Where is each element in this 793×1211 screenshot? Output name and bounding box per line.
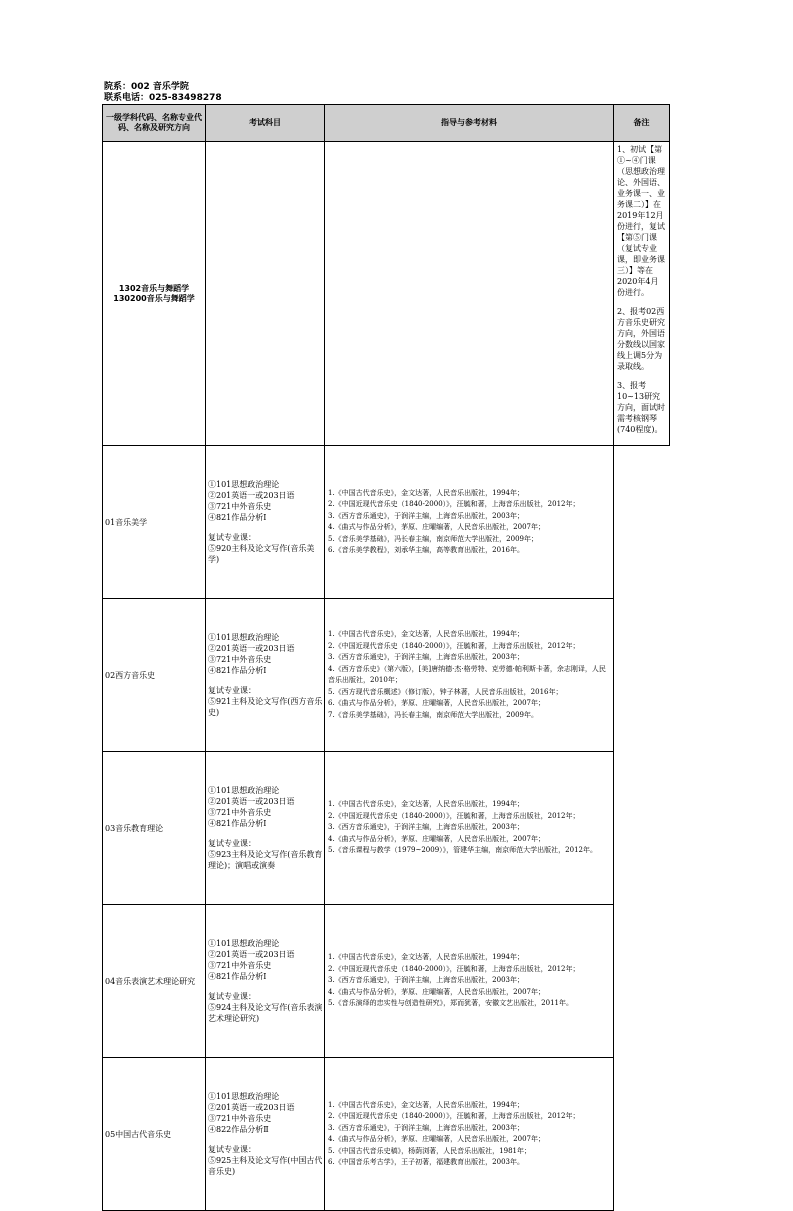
reference-item: 1.《中国古代音乐史》，金文达著，人民音乐出版社，1994年； — [328, 488, 524, 497]
reference-item: 4.《西方音乐史》（第六版），[美]唐纳德·杰·格劳特、克劳德·帕利斯卡著，余志刚译，人民音乐出版社，2010年； — [328, 664, 606, 684]
document-header — [104, 82, 222, 104]
empty-cell — [325, 142, 614, 446]
retest-subject: ⑤924主科及论文写作(音乐表演艺术理论研究) — [208, 1003, 323, 1023]
spacer — [208, 982, 324, 991]
exam-subject: ①101思想政治理论 — [208, 480, 280, 489]
discipline-cell — [103, 142, 206, 446]
exam-subject: ③721中外音乐史 — [208, 655, 272, 664]
exam-subject: ②201英语一或203日语 — [208, 491, 295, 500]
spacer — [208, 829, 324, 838]
reference-materials — [325, 752, 614, 905]
retest-subject: ⑤921主科及论文写作(西方音乐史) — [208, 697, 323, 717]
exam-subject: ②201英语一或203日语 — [208, 1103, 295, 1112]
empty-cell — [206, 142, 325, 446]
reference-item: 6.《曲式与作品分析》，茅原、庄曜编著，人民音乐出版社，2007年； — [328, 699, 545, 707]
reference-item: 2.《中国近现代音乐史（1840-2000）》，汪毓和著，上海音乐出版社，2012年； — [328, 641, 580, 650]
exam-subject: ②201英语一或203日语 — [208, 950, 295, 959]
department-label: 院系：002 音乐学院 — [104, 82, 189, 92]
exam-subject: ③721中外音乐史 — [208, 502, 272, 511]
table-row — [103, 752, 670, 905]
reference-materials — [325, 905, 614, 1058]
discipline-row — [103, 142, 670, 446]
reference-item: 2.《中国近现代音乐史（1840-2000）》，汪毓和著，上海音乐出版社，2012年； — [328, 500, 580, 508]
notes-cell — [614, 142, 670, 446]
reference-item: 7.《音乐美学基础》，冯长春主编，南京师范大学出版社，2009年。 — [328, 710, 538, 719]
reference-item: 5.《西方现代音乐概述》（修订版），钟子林著，人民音乐出版社，2016年； — [328, 687, 563, 696]
exam-subject: ①101思想政治理论 — [208, 786, 280, 795]
reference-item: 3.《西方音乐通史》，于润洋主编，上海音乐出版社，2003年； — [328, 1123, 524, 1132]
spacer — [208, 676, 324, 685]
retest-subject: ⑤925主科及论文写作(中国古代音乐史) — [208, 1156, 323, 1176]
phone-label: 联系电话：025-83498278 — [104, 93, 222, 103]
research-direction: 01音乐美学 — [103, 446, 206, 599]
exam-subject: ④821作品分析Ⅰ — [208, 666, 267, 675]
exam-subject: ④821作品分析Ⅰ — [208, 972, 267, 981]
exam-subjects — [206, 599, 325, 752]
header-subjects: 考试科目 — [206, 105, 325, 142]
reference-item: 3.《西方音乐通史》，于润洋主编，上海音乐出版社，2003年； — [328, 653, 524, 661]
reference-item: 3.《西方音乐通史》，于润洋主编，上海音乐出版社，2003年； — [328, 511, 524, 520]
retest-label: 复试专业课： — [208, 839, 256, 848]
exam-subject: ③721中外音乐史 — [208, 808, 272, 817]
exam-subjects — [206, 752, 325, 905]
exam-subject: ④821作品分析Ⅰ — [208, 819, 267, 828]
retest-subject: ⑤923主科及论文写作(音乐教育理论)；演唱或演奏 — [208, 850, 323, 870]
exam-subject: ④822作品分析Ⅱ — [208, 1125, 269, 1134]
exam-subject: ③721中外音乐史 — [208, 1114, 272, 1123]
retest-label: 复试专业课： — [208, 686, 256, 695]
header-notes: 备注 — [614, 105, 670, 142]
reference-materials — [325, 1058, 614, 1211]
header-direction: 一级学科代码、名称专业代码、名称及研究方向 — [103, 105, 206, 142]
retest-label: 复试专业课： — [208, 992, 256, 1001]
reference-item: 5.《音乐演绎的忠实性与创造性研究》，郑而犹著，安徽文艺出版社，2011年。 — [328, 999, 573, 1008]
note-item: 3、报考10~13研究方向，面试时需考核钢琴(740程度)。 — [617, 381, 665, 434]
research-direction: 04音乐表演艺术理论研究 — [103, 905, 206, 1058]
reference-materials — [325, 599, 614, 752]
table-row — [103, 599, 670, 752]
exam-subject: ④821作品分析Ⅰ — [208, 513, 267, 522]
exam-subjects — [206, 1058, 325, 1211]
reference-item: 4.《曲式与作品分析》，茅原、庄曜编著，人民音乐出版社，2007年； — [328, 523, 545, 531]
note-item: 1、初试【第①~④门课（思想政治理论、外国语、业务课一、业务课二）】在2019年12月份进行，复试【第⑤门课（复试专业课，即业务课三）】等在2020年4月份进行。 — [617, 145, 665, 297]
reference-item: 6.《音乐美学教程》，刘承华主编，高等教育出版社，2016年。 — [328, 546, 524, 554]
reference-item: 3.《西方音乐通史》，于润洋主编，上海音乐出版社，2003年； — [328, 823, 524, 832]
exam-subject: ③721中外音乐史 — [208, 961, 272, 970]
table-header-row — [103, 105, 670, 142]
exam-subject: ②201英语一或203日语 — [208, 644, 295, 653]
header-references: 指导与参考材料 — [325, 105, 614, 142]
reference-item: 2.《中国近现代音乐史（1840-2000）》，汪毓和著，上海音乐出版社，2012年； — [328, 811, 580, 820]
reference-item: 5.《音乐美学基础》，冯长春主编，南京师范大学出版社，2009年； — [328, 534, 538, 543]
retest-label: 复试专业课： — [208, 1145, 256, 1154]
exam-subject: ①101思想政治理论 — [208, 1092, 280, 1101]
reference-item: 4.《曲式与作品分析》，茅原、庄曜编著，人民音乐出版社，2007年； — [328, 1135, 545, 1143]
reference-item: 5.《音乐课程与教学（1979~2009）》，管建华主编，南京师范大学出版社，2012年。 — [328, 846, 597, 855]
research-direction: 02西方音乐史 — [103, 599, 206, 752]
table-row — [103, 446, 670, 599]
exam-subject: ②201英语一或203日语 — [208, 797, 295, 806]
program-table — [102, 104, 670, 1211]
research-direction: 03音乐教育理论 — [103, 752, 206, 905]
exam-subject: ①101思想政治理论 — [208, 633, 280, 642]
spacer — [208, 1135, 324, 1144]
reference-item: 2.《中国近现代音乐史（1840-2000）》，汪毓和著，上海音乐出版社，2012年； — [328, 964, 580, 973]
reference-item: 4.《曲式与作品分析》，茅原、庄曜编著，人民音乐出版社，2007年； — [328, 987, 545, 996]
exam-subjects — [206, 905, 325, 1058]
retest-label: 复试专业课： — [208, 533, 256, 542]
major-code: 130200音乐与舞蹈学 — [113, 293, 195, 303]
research-direction: 05中国古代音乐史 — [103, 1058, 206, 1211]
table-row — [103, 905, 670, 1058]
reference-materials — [325, 446, 614, 599]
reference-item: 1.《中国古代音乐史》，金文达著，人民音乐出版社，1994年； — [328, 953, 524, 962]
discipline-code: 1302音乐与舞蹈学 — [118, 283, 190, 293]
reference-item: 1.《中国古代音乐史》，金文达著，人民音乐出版社，1994年； — [328, 630, 524, 638]
note-item: 2、报考02西方音乐史研究方向，外国语分数线以国家线上调5分为录取线。 — [617, 307, 665, 371]
reference-item: 6.《中国音乐考古学》，王子初著，福建教育出版社，2003年。 — [328, 1158, 524, 1166]
reference-item: 1.《中国古代音乐史》，金文达著，人民音乐出版社，1994年； — [328, 800, 524, 809]
table-row — [103, 1058, 670, 1211]
reference-item: 4.《曲式与作品分析》，茅原、庄曜编著，人民音乐出版社，2007年； — [328, 834, 545, 843]
reference-item: 1.《中国古代音乐史》，金文达著，人民音乐出版社，1994年； — [328, 1100, 524, 1109]
reference-item: 3.《西方音乐通史》，于润洋主编，上海音乐出版社，2003年； — [328, 976, 524, 985]
reference-item: 2.《中国近现代音乐史（1840-2000）》，汪毓和著，上海音乐出版社，2012年； — [328, 1112, 580, 1120]
reference-item: 5.《中国古代音乐史稿》，杨荫浏著，人民音乐出版社，1981年； — [328, 1146, 531, 1155]
retest-subject: ⑤920主科及论文写作(音乐美学) — [208, 544, 315, 564]
spacer — [208, 523, 324, 532]
exam-subjects — [206, 446, 325, 599]
exam-subject: ①101思想政治理论 — [208, 939, 280, 948]
